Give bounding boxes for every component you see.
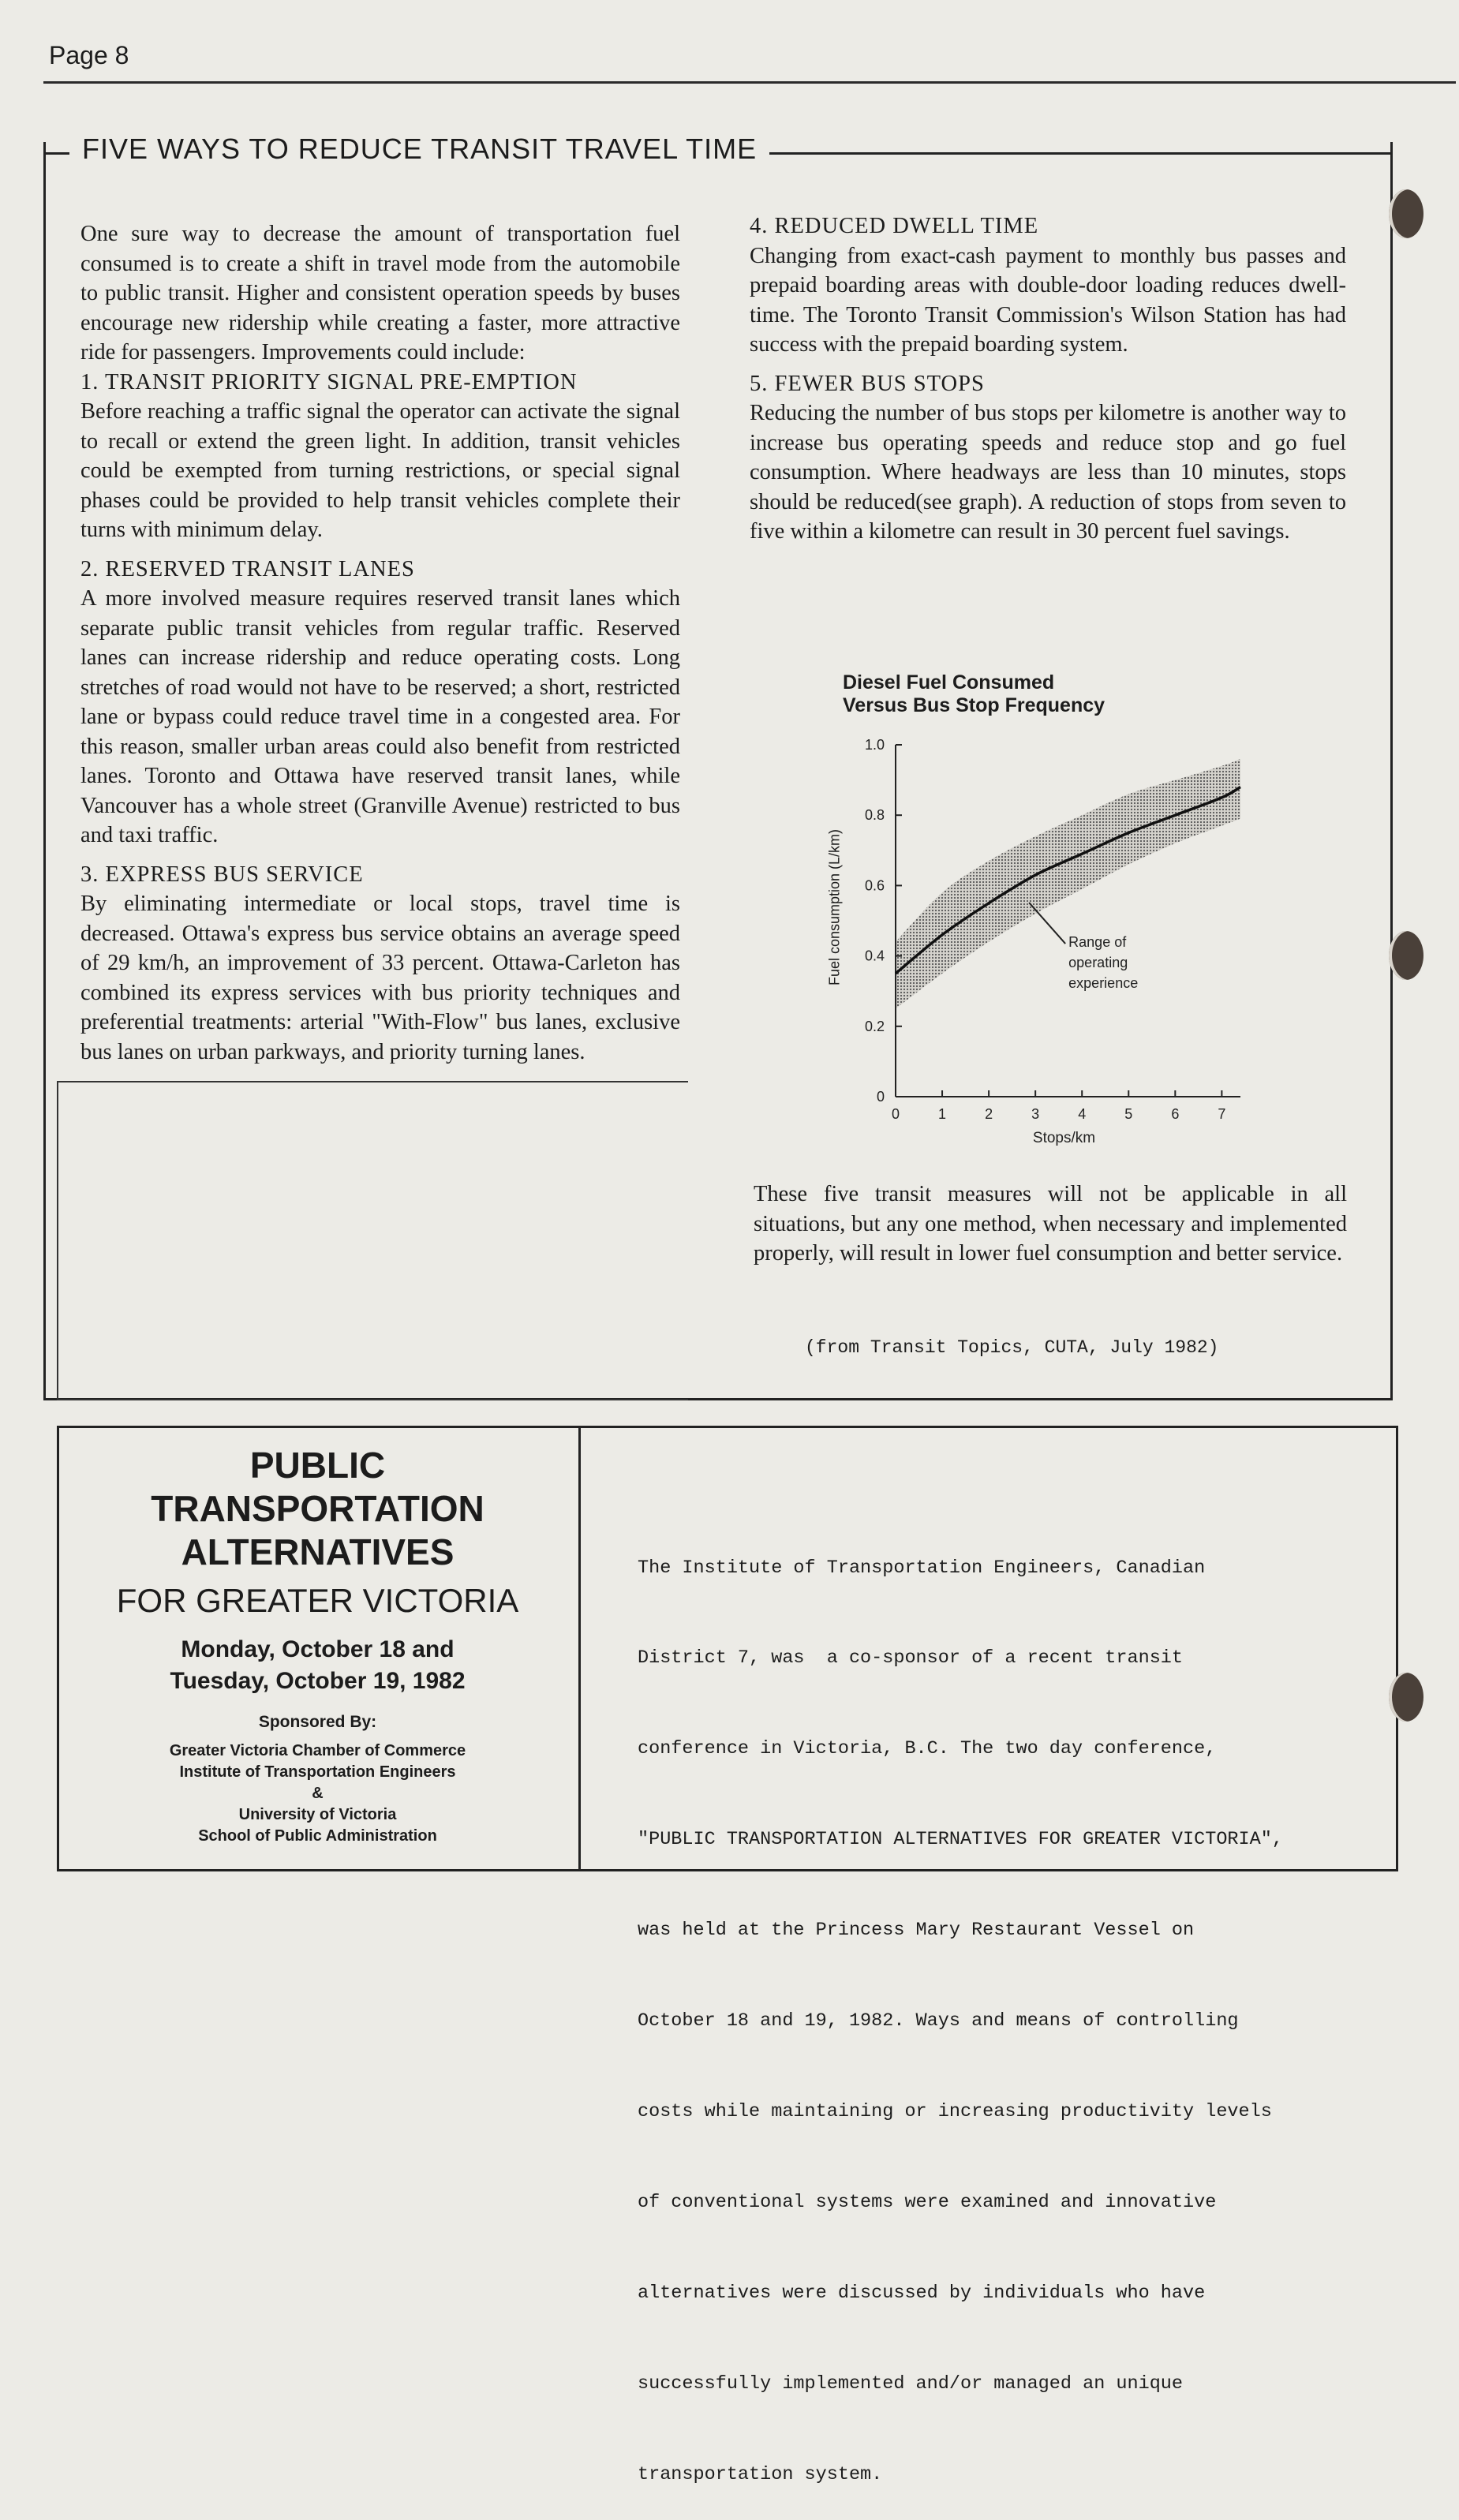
description-line: "PUBLIC TRANSPORTATION ALTERNATIVES FOR GREATER VICTORIA", [638,1829,1283,1851]
annotation-label: operating [1068,955,1128,971]
conference-date-1: Monday, October 18 and [181,1636,455,1662]
description-line: conference in Victoria, B.C. The two day conference, [638,1738,1217,1760]
conference-dates [59,1634,576,1697]
section-4-heading: 4. REDUCED DWELL TIME [750,214,1039,238]
article-title: FIVE WAYS TO REDUCE TRANSIT TRAVEL TIME [69,133,769,166]
description-line: successfully implemented and/or managed an unique [638,2372,1184,2395]
x-tick-label: 6 [1171,1106,1180,1122]
punch-hole [1389,189,1423,238]
section-2-heading: 2. RESERVED TRANSIT LANES [80,556,415,581]
source-citation: (from Transit Topics, CUTA, July 1982) [805,1337,1219,1358]
description-line: was held at the Princess Mary Restaurant Vessel on [638,1920,1195,1942]
section-5-heading: 5. FEWER BUS STOPS [750,371,985,396]
y-tick-label: 0.4 [864,948,885,964]
section-2-body: A more involved measure requires reserved transit lanes which separate public transit vehicles from regular traffic. Reserved lanes can increase ridership and reduce operating costs. Long stretches of road would not have to be reserved; a short, restricted lane or bypass could reduce travel time in a congested area. For this reason, smaller urban areas could also benefit from restricted lanes. Toronto and Ottawa have reserved transit lanes, while Vancouver has a whole street (Granville Avenue) restricted to bus and taxi traffic. [80,586,680,847]
chart-title-line-2: Versus Bus Stop Frequency [843,694,1105,716]
sponsor-4: School of Public Administration [198,1827,437,1845]
x-tick-label: 0 [891,1106,900,1122]
annotation-label: Range of [1068,934,1127,951]
x-tick-label: 1 [938,1106,947,1122]
conference-title-line-3: ALTERNATIVES [181,1531,455,1572]
section-5-body: Reducing the number of bus stops per kilometre is another way to increase bus operating speeds and reduce stop and go fuel consumption. Where headways are less than 10 minutes, stops should be reduced(see graph). A reduction of stops from seven to five within a kilometre can result in 30 percent fuel savings. [750,401,1346,544]
conference-title-line-2: TRANSPORTATION [151,1488,484,1529]
annotation-label: experience [1068,975,1139,992]
x-tick-label: 4 [1078,1106,1087,1122]
punch-hole [1389,1673,1423,1722]
sponsor-3: University of Victoria [238,1806,397,1823]
x-tick-label: 2 [985,1106,993,1122]
description-line: October 18 and 19, 1982. Ways and means of controlling [638,2010,1239,2032]
section-1-body: Before reaching a traffic signal the operator can activate the signal to recall or extend the green light. In addition, transit vehicles could be exempted from turning restrictions, or special signal phases could be provided to help transit vehicles complete their turns with minimum delay. [80,399,680,542]
description-line: costs while maintaining or increasing productivity levels [638,2100,1272,2122]
operating-range-band [896,759,1240,1009]
page-number: Page 8 [49,41,129,69]
description-line: District 7, was a co-sponsor of a recent transit [638,1647,1184,1669]
sponsor-ampersand: & [312,1785,324,1802]
x-axis-label: Stops/km [1032,1130,1096,1146]
x-tick-label: 5 [1124,1106,1133,1122]
conference-subtitle: FOR GREATER VICTORIA [116,1582,519,1619]
conference-banner [59,1444,576,1847]
conference-date-2: Tuesday, October 19, 1982 [170,1668,466,1694]
section-3-body: By eliminating intermediate or local stops, travel time is decreased. Ottawa's express bus service obtains an average speed of 29 km/h, an improvement of 33 percent. Ottawa-Carleton has combined its express services with bus priority techniques and preferential treatments: arterial "With-Flow" bus lanes, exclusive bus lanes on urban parkways, and priority turning lanes. [80,892,680,1064]
sponsor-1: Greater Victoria Chamber of Commerce [169,1742,466,1759]
sponsors-block [59,1711,576,1847]
y-tick-label: 0.2 [864,1018,885,1034]
conclusion-paragraph: These five transit measures will not be applicable in all situations, but any one method, when necessary and implemented properly, will result in lower fuel consumption and better service. [754,1182,1347,1266]
x-tick-label: 7 [1218,1106,1226,1122]
conference-divider [578,1426,581,1871]
sponsor-2: Institute of Transportation Engineers [179,1763,456,1781]
description-line: of conventional systems were examined and innovative [638,2191,1217,2213]
y-tick-label: 0 [876,1089,885,1105]
section-3-heading: 3. EXPRESS BUS SERVICE [80,862,364,887]
annotation-leader [1029,903,1065,944]
intro-paragraph: One sure way to decrease the amount of transportation fuel consumed is to create a shift in travel mode from the automobile to public transit. Higher and consistent operation speeds by buses encourage new ridership while creating a faster, more attractive ride for passengers. Improvements could include: [80,222,680,365]
description-line: transportation system. [638,2463,883,2485]
conference-title-line-1: PUBLIC [249,1445,386,1486]
description-line: alternatives were discussed by individuals who have [638,2282,1206,2304]
chart-y-axis-label: Fuel consumption (L/km) [826,828,843,986]
section-4-body: Changing from exact-cash payment to monthly bus passes and prepaid boarding areas with double-door loading reduces dwell-time. The Toronto Transit Commission's Wilson Station has had success with the prepaid boarding system. [750,243,1346,357]
y-tick-label: 0.6 [864,877,885,894]
conference-description [638,1493,1379,2520]
section-1-heading: 1. TRANSIT PRIORITY SIGNAL PRE-EMPTION [80,369,578,394]
punch-hole [1389,931,1423,980]
sponsored-label: Sponsored By: [258,1713,377,1731]
description-line: The Institute of Transportation Engineers, Canadian [638,1557,1206,1579]
x-tick-label: 3 [1031,1106,1040,1122]
y-tick-label: 1.0 [864,737,885,753]
y-tick-label: 0.8 [864,807,885,824]
chart-title-line-1: Diesel Fuel Consumed [843,671,1055,694]
